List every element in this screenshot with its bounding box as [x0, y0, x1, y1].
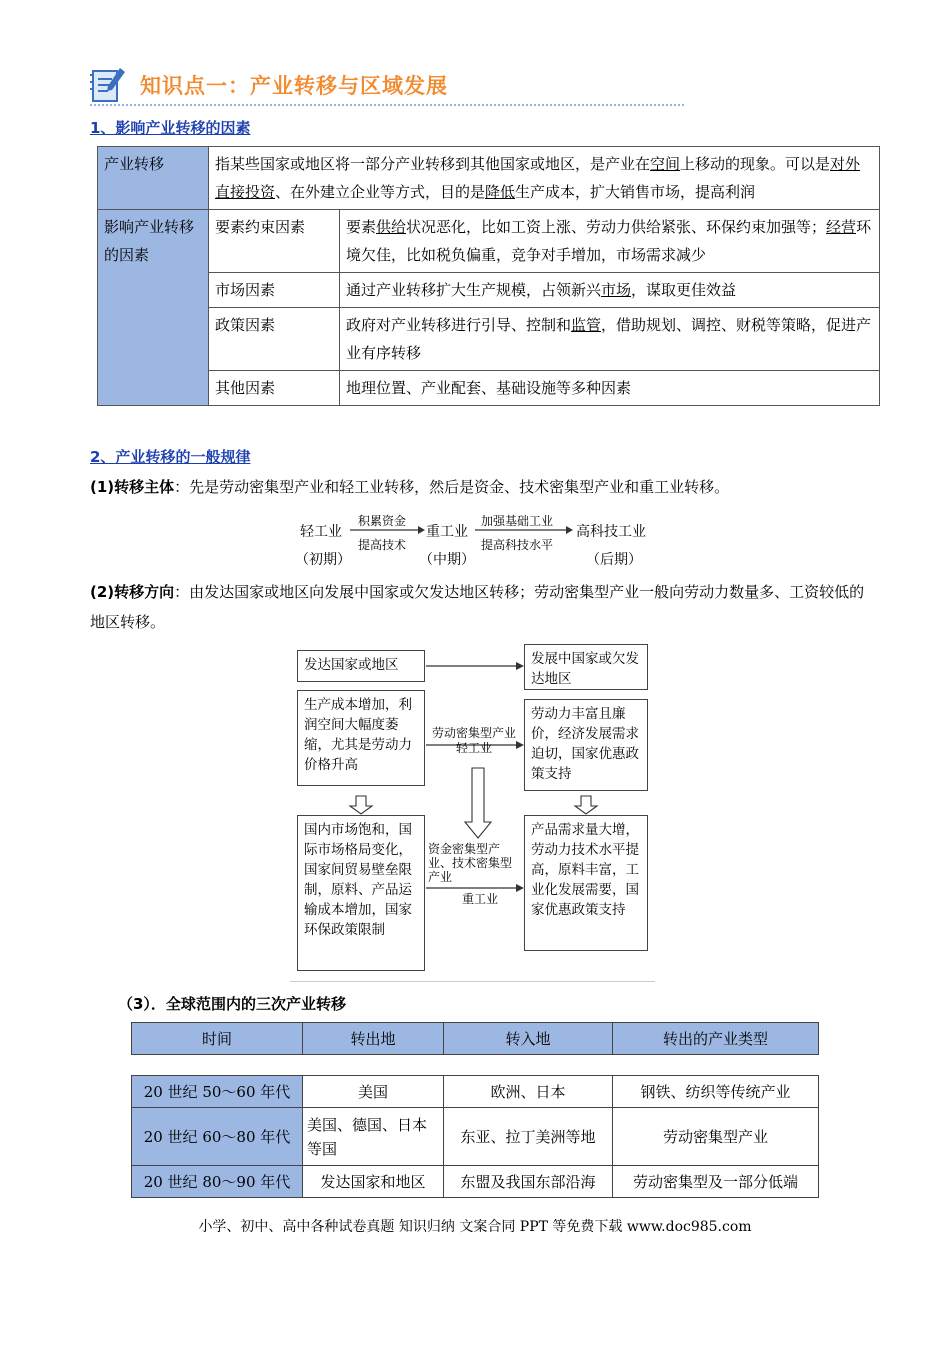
factor-name: 政策因素: [209, 308, 340, 371]
keyword: 空间: [650, 155, 681, 173]
flow-arrow-label: 提高技术: [358, 538, 407, 552]
cell-text: 上移动的现象。可以是: [680, 155, 831, 173]
diagram-source-box: 发达国家或地区: [297, 650, 425, 682]
diagram-label-text: 轻工业: [455, 741, 492, 755]
diagram-push-factor-2: 国内市场饱和，国际市场格局变化，国家间贸易壁垒限制，原料、产品运输成本增加，国家环保政策限制: [297, 815, 425, 971]
arrow-right-icon: [350, 525, 425, 535]
cell-text: 指某些国家或地区将一部分产业转移到其他国家或地区，是产业在: [215, 155, 651, 173]
table-cell: 美国: [303, 1076, 444, 1108]
table-row: [98, 210, 880, 273]
cell-text: 要素: [346, 218, 377, 236]
table-cell-definition: [209, 147, 880, 210]
table-row: [98, 308, 880, 371]
flow-arrow-label: 积累资金: [358, 514, 407, 528]
table-cell: 发达国家和地区: [303, 1166, 444, 1198]
flow-node-hitech: 高科技工业: [576, 524, 646, 540]
diagram-label-heavy: 重工业: [461, 892, 498, 906]
table-cell-label: 产业转移: [98, 147, 209, 210]
flow-phase-late: （后期）: [586, 552, 642, 568]
flow-node-heavy: 重工业: [426, 524, 468, 540]
column-header: 转入地: [444, 1023, 613, 1055]
column-header: 转出地: [303, 1023, 444, 1055]
diagram-pull-factor-2: 产品需求量大增，劳动力技术水平提高，原料丰富，工业化发展需要，国家优惠政策支持: [524, 815, 648, 951]
diagram-label-industry-2: 资金密集型产业、技术密集型产业: [428, 842, 513, 884]
table-row: [132, 1108, 819, 1166]
section1-title: 1、影响产业转移的因素: [90, 119, 251, 137]
table-cell: 欧洲、日本: [444, 1076, 613, 1108]
table-cell: 20 世纪 60～80 年代: [132, 1108, 303, 1166]
section2-title: 2、产业转移的一般规律: [90, 448, 251, 466]
flow-node-light: 轻工业: [300, 524, 342, 540]
table-header-row: [132, 1023, 819, 1055]
factor-name: 其他因素: [209, 371, 340, 406]
cell-text: 状况恶化，比如工资上涨、劳动力供给紧张、环保约束加强等；: [406, 218, 827, 236]
header-divider: [90, 104, 684, 106]
section3-title: （3）．全球范围内的三次产业转移: [118, 995, 346, 1013]
diagram-destination-box: 发展中国家或欠发达地区: [524, 644, 648, 690]
cell-text: 、在外建立企业等方式，目的是: [275, 183, 486, 201]
transfer-table: [131, 1075, 819, 1198]
diagram-arrows: [290, 640, 655, 985]
flow-arrow-label: 加强基础工业: [481, 514, 554, 528]
column-header: 转出的产业类型: [613, 1023, 819, 1055]
notebook-pencil-icon: [90, 66, 126, 104]
paragraph-subject: [90, 472, 870, 502]
diagram-pull-factor-1: 劳动力丰富且廉价，经济发展需求迫切，国家优惠政策支持: [524, 699, 648, 791]
table-cell: 劳动密集型产业: [613, 1108, 819, 1166]
table-cell-label: 影响产业转移的因素: [98, 210, 209, 406]
factor-desc: [340, 308, 880, 371]
table-cell: 美国、德国、日本等国: [303, 1108, 444, 1166]
factor-desc: [340, 273, 880, 308]
table-cell: 钢铁、纺织等传统产业: [613, 1076, 819, 1108]
keyword: 监管: [571, 316, 602, 334]
table-row: [98, 273, 880, 308]
table-cell: 劳动密集型及一部分低端: [613, 1166, 819, 1198]
keyword: 对外直接投资: [215, 155, 861, 201]
paragraph-direction: [90, 577, 872, 637]
table-cell: 东盟及我国东部沿海: [444, 1166, 613, 1198]
table-cell: 20 世纪 80～90 年代: [132, 1166, 303, 1198]
diagram-push-factor-1: 生产成本增加，利润空间大幅度萎缩，尤其是劳动力价格升高: [297, 690, 425, 786]
paragraph-text: ：由发达国家或地区向发展中国家或欠发达地区转移；劳动密集型产业一般向劳动力数量多、工资较低的地区转移。: [90, 583, 865, 631]
factor-name: 要素约束因素: [209, 210, 340, 273]
keyword: 市场: [601, 281, 632, 299]
keyword: 供给: [376, 218, 407, 236]
cell-text: 政府对产业转移进行引导、控制和: [346, 316, 572, 334]
factor-name: 市场因素: [209, 273, 340, 308]
factor-desc: [340, 210, 880, 273]
cell-text: 环境欠佳，比如税负偏重，竞争对手增加，市场需求减少: [346, 218, 872, 264]
flow-phase-early: （初期）: [295, 552, 351, 568]
table-row: [132, 1076, 819, 1108]
transfer-table-header: [131, 1022, 819, 1055]
paragraph-text: ：先是劳动密集型产业和轻工业转移，然后是资金、技术密集型产业和重工业转移。: [174, 478, 730, 496]
cell-text: 生产成本，扩大销售市场，提高利润: [515, 183, 756, 201]
factor-desc: 地理位置、产业配套、基础设施等多种因素: [340, 371, 880, 406]
page-title: 知识点一：产业转移与区域发展: [140, 74, 448, 98]
diagram-label-industry-1: [426, 726, 522, 756]
keyword: 降低: [485, 183, 516, 201]
flow-arrow-label: 提高科技水平: [481, 538, 554, 552]
factors-table: [97, 146, 880, 406]
table-row: [98, 371, 880, 406]
arrow-right-icon: [475, 525, 573, 535]
diagram-label-text: 劳动密集型产业: [431, 726, 516, 740]
paragraph-label: (2)转移方向: [90, 583, 175, 601]
keyword: 经营: [826, 218, 857, 236]
cell-text: ，借助规划、调控、财税等策略，促进产业有序转移: [346, 316, 872, 362]
paragraph-label: (1)转移主体: [90, 478, 175, 496]
table-row: [98, 147, 880, 210]
footer-text: 小学、初中、高中各种试卷真题 知识归纳 文案合同 PPT 等免费下载 www.doc985.com: [198, 1219, 752, 1235]
table-cell: 20 世纪 50～60 年代: [132, 1076, 303, 1108]
cell-text: 通过产业转移扩大生产规模，占领新兴: [346, 281, 602, 299]
cell-text: ，谋取更佳效益: [631, 281, 737, 299]
table-row: [132, 1166, 819, 1198]
table-cell: 东亚、拉丁美洲等地: [444, 1108, 613, 1166]
flow-phase-mid: （中期）: [419, 552, 475, 568]
column-header: 时间: [132, 1023, 303, 1055]
